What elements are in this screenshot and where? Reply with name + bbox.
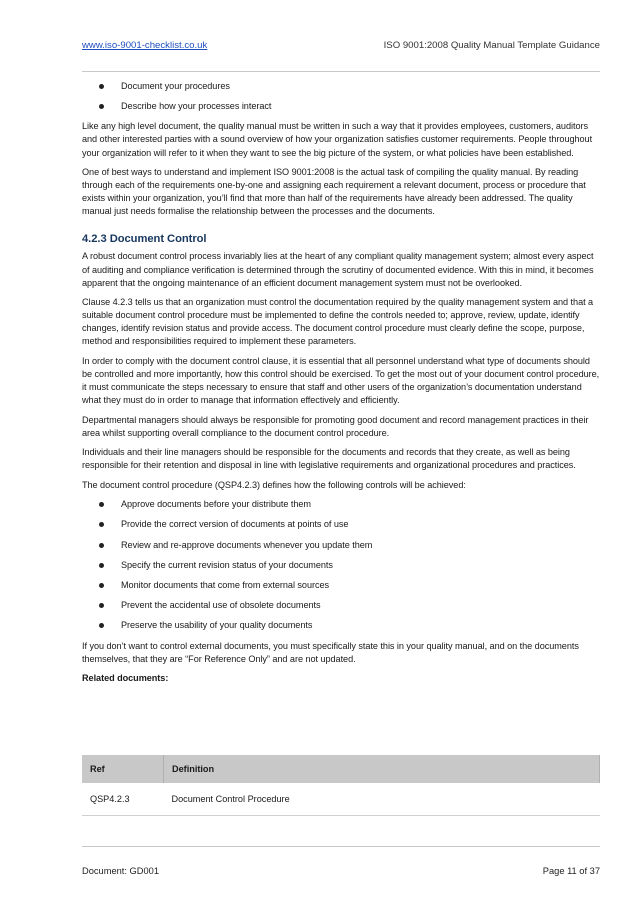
- body-paragraph: If you don’t want to control external documents, you must specifically state this in your quality manual, and on the documents themselves, that they are “For Reference Only” and are not updated.: [82, 640, 579, 664]
- page-body: [82, 80, 602, 692]
- column-header-definition: Definition: [164, 755, 600, 783]
- list-item: Provide the correct version of documents at points of use: [82, 518, 602, 538]
- list-item: Prevent the accidental use of obsolete documents: [82, 599, 602, 619]
- list-item: Specify the current revision status of your documents: [82, 559, 602, 579]
- bullet-icon: [99, 623, 104, 628]
- list-item: Monitor documents that come from external sources: [82, 579, 602, 599]
- body-paragraph: A robust document control process invariably lies at the heart of any compliant quality management system; almost every aspect of auditing and compliance verification is determined through the scrutiny of documented evidence. With this in mind, it becomes apparent that the ongoing maintenance of an efficient document management system must not be overlooked.: [82, 251, 594, 288]
- page-footer: [82, 866, 600, 880]
- list-item: Approve documents before your distribute them: [82, 498, 602, 518]
- body-paragraph: Departmental managers should always be responsible for promoting good document and record management practices in their area whilst supporting overall compliance to the document control procedure.: [82, 414, 589, 438]
- body-paragraph: Like any high level document, the quality manual must be written in such a way that it provides employees, customers, auditors and other interested parties with a sound overview of how your organization satisfies customer requirements. People throughout your organization will refer to it when they want to see the big picture of the system, or what policies have been established.: [82, 121, 593, 158]
- body-paragraph: Clause 4.2.3 tells us that an organization must control the documentation required by the quality management system and that a suitable document control procedure must be implemented to define the controls needed to; approve, review, update, identify changes, identify revision status and provide access. The document control procedure must clearly define the scope, purpose, method and responsibilities required to implement these parameters.: [82, 297, 594, 347]
- list-item: Describe how your processes interact: [82, 100, 602, 120]
- controls-bullet-list: [82, 498, 602, 639]
- bullet-icon: [99, 583, 104, 588]
- footer-divider: [82, 846, 600, 847]
- header-website-link[interactable]: www.iso-9001-checklist.co.uk: [82, 40, 208, 51]
- list-item: Document your procedures: [82, 80, 602, 100]
- table-cell-definition: Document Control Procedure: [164, 783, 600, 816]
- bullet-icon: [99, 84, 104, 89]
- body-paragraph: The document control procedure (QSP4.2.3) defines how the following controls will be achieved:: [82, 479, 466, 490]
- list-item: Review and re-approve documents whenever you update them: [82, 539, 602, 559]
- column-header-ref: Ref: [82, 755, 164, 783]
- bullet-icon: [99, 104, 104, 109]
- section-heading: 4.2.3 Document Control: [82, 233, 207, 246]
- intro-bullet-list: [82, 80, 602, 120]
- header-divider: [82, 71, 600, 72]
- bullet-icon: [99, 543, 104, 548]
- bullet-icon: [99, 563, 104, 568]
- bullet-icon: [99, 522, 104, 527]
- body-paragraph: Individuals and their line managers should be responsible for the documents and records that they create, as well as being responsible for their retention and disposal in line with legislative requirements and organizational procedures and practices.: [82, 447, 576, 471]
- table-cell-ref: QSP4.2.3: [82, 783, 164, 816]
- footer-document-id: Document: GD001: [82, 866, 159, 876]
- header-document-title: ISO 9001:2008 Quality Manual Template Guidance: [383, 40, 600, 51]
- table-header-row: [82, 755, 600, 783]
- list-item: Preserve the usability of your quality documents: [82, 619, 602, 639]
- bullet-icon: [99, 603, 104, 608]
- page-header: [82, 40, 600, 54]
- related-documents-table: [82, 755, 600, 816]
- related-documents-title: Related documents:: [82, 673, 169, 684]
- body-paragraph: In order to comply with the document control clause, it is essential that all personnel understand what type of documents should be controlled and more importantly, how this control should be exercised. To get the most out of your document control procedure, it must communicate the steps necessary to ensure that staff and other users of the organization’s documentation understand what they must do in order to manage that information effectively and efficiently.: [82, 355, 600, 406]
- bullet-icon: [99, 502, 104, 507]
- body-paragraph: One of best ways to understand and implement ISO 9001:2008 is the actual task of compiling the quality manual. By reading through each of the requirements one-by-one and assigning each requirement a relevant document, process or procedure that exists within your organization, you’ll find that more than half of the requirements have already been addressed. The quality manual just needs formalise the relationship between the processes and the documents.: [82, 167, 586, 217]
- table-row: [82, 783, 600, 816]
- footer-page-number: Page 11 of 37: [542, 866, 600, 876]
